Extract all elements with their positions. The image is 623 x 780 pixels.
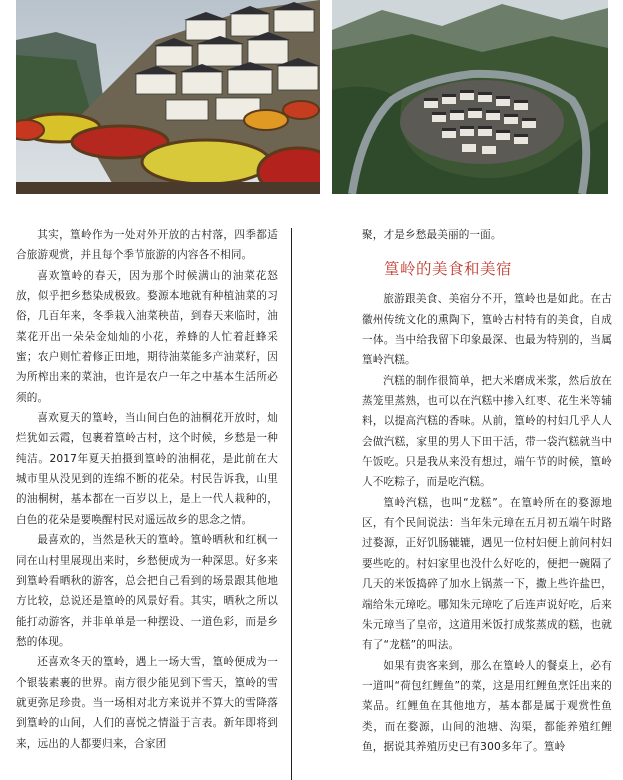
village-terrace-photo (16, 0, 320, 194)
mountain-village-aerial-photo (332, 0, 608, 194)
right-paragraph-1: 旅游跟美食、美宿分不开，篁岭也是如此。在古徽州传统文化的熏陶下，篁岭古村特有的美食，自成一体。当中给我留下印象最深、也最为特别的，当属篁岭汽糕。 (362, 293, 612, 367)
section-title: 篁岭的美食和美宿 (384, 260, 513, 279)
column-divider (291, 228, 292, 780)
left-text-column (16, 225, 278, 754)
left-paragraph-4: 最喜欢的，当然是秋天的篁岭。篁岭晒秋和红枫一同在山村里展现出来时，乡愁便成为一种深思。好多来到篁岭看晒秋的游客，总会把自己看到的场景跟其他地方比较，总说还是篁岭的风景好看。其实，晒秋之所以能打动游客，并非单单是一种摆设、一道色彩，而是乡愁的体现。 (16, 534, 278, 648)
right-paragraph-2: 汽糕的制作很简单，把大米磨成米浆，然后放在蒸笼里蒸熟，也可以在汽糕中掺入红枣、花生米等辅料，以提高汽糕的香味。从前，篁岭的村妇几乎人人会做汽糕，家里的男人下田干活，带一袋汽糕就当中午饭吃。只是我从来没有想过，端午节的时候，篁岭人不吃粽子，而是吃汽糕。 (362, 374, 612, 489)
right-paragraph-4: 如果有贵客来到，那么在篁岭人的餐桌上，必有一道叫“荷包红鲤鱼”的菜，这是用红鲤鱼烹饪出来的菜品。红鲤鱼在其他地方，基本都是属于观赏性鱼类，而在婺源，山间的池塘、沟渠，都能养殖红鲤鱼，据说其养殖历史已有300多年了。篁岭 (362, 659, 612, 753)
right-text-column (362, 225, 612, 757)
left-paragraph-3: 喜欢夏天的篁岭，当山间白色的油桐花开放时，灿烂犹如云霞，包裹着篁岭古村，这个时候，乡愁是一种纯洁。2017年夏天拍摄到篁岭的油桐花，是此前在大城市里从没见到的连绵不断的花朵。村民告诉我，山里的油桐树，基本都在一百岁以上，是上一代人栽种的，白色的花朵是要唤醒村民对遥远故乡的思念之情。 (16, 412, 278, 526)
left-paragraph-2: 喜欢篁岭的春天，因为那个时候满山的油菜花怒放，似乎把乡愁染成极致。婺源本地就有种植油菜的习俗，几百年来，冬季栽入油菜秧苗，到春天来临时，油菜花开出一朵朵金灿灿的小花，养蜂的人忙着赶蜂采蜜；农户则忙着修正田地，期待油菜能多产油菜籽，因为所榨出来的菜油，也许是农户一年之中基本生活所必须的。 (16, 269, 278, 404)
right-continuation-text: 聚，才是乡愁最美丽的一面。 (362, 229, 502, 241)
right-paragraph-3: 篁岭汽糕，也叫“龙糕”。在篁岭所在的婺源地区，有个民间说法：当年朱元璋在五月初五端午时路过婺源，正好饥肠辘辘，遇见一位村妇便上前问村妇要些吃的。村妇家里也没什么好吃的，便把一碗隔了几天的米饭捣碎了加水上锅蒸一下，撒上些许盐巴，端给朱元璋吃。哪知朱元璋吃了后连声说好吃，后来朱元璋当了皇帝，这道用米饭打成浆蒸成的糕，也就有了“龙糕”的叫法。 (362, 496, 612, 652)
left-paragraph-1: 其实，篁岭作为一处对外开放的古村落，四季都适合旅游观赏，并且每个季节旅游的内容各不相同。 (16, 229, 278, 262)
left-paragraph-5: 还喜欢冬天的篁岭，遇上一场大雪，篁岭便成为一个银装素裹的世界。南方很少能见到下雪天，篁岭的雪就更弥足珍贵。当一场相对北方来说并不算大的雪降落到篁岭的山间，人们的喜悦之情溢于言表。新年即将到来，远出的人都要归来，合家团 (16, 656, 278, 750)
